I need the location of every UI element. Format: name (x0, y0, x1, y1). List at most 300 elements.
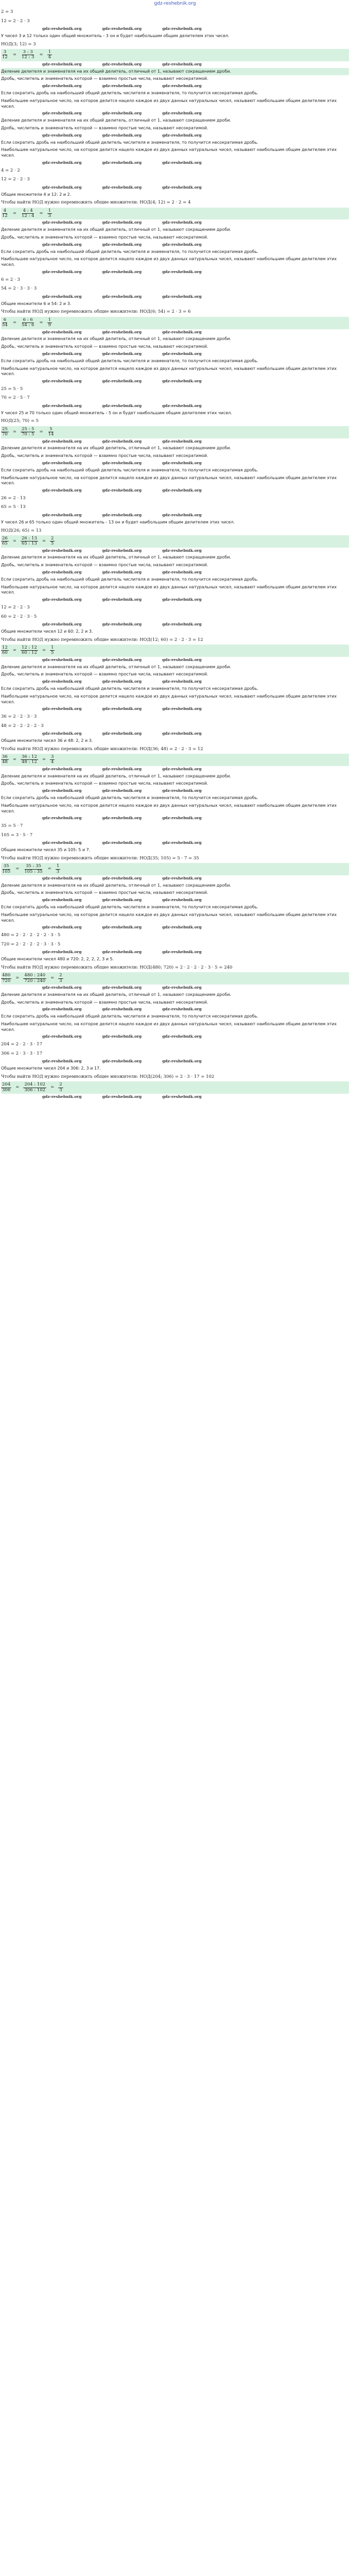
watermark-row (1, 569, 349, 576)
watermark: gdz-reshebnik.org (102, 61, 142, 66)
fraction-numerator: 480 (2, 973, 11, 978)
watermark: gdz-reshebnik.org (42, 294, 82, 299)
watermark: gdz-reshebnik.org (162, 1094, 202, 1099)
watermark: gdz-reshebnik.org (102, 706, 142, 711)
equals-sign: = (15, 1084, 20, 1090)
fraction (21, 536, 38, 547)
watermark-row (1, 1033, 349, 1040)
watermark: gdz-reshebnik.org (162, 706, 202, 711)
rule-text: Если сократить дробь на наибольший общий делитель числителя и знаменателя, то получится несократимая дробь. (1, 358, 258, 363)
common-factors-text: Общие множители чисел 480 и 720: 2, 2, 2, 2, 3 и 5. (1, 956, 114, 961)
watermark: gdz-reshebnik.org (42, 83, 82, 89)
watermark: gdz-reshebnik.org (162, 242, 202, 247)
watermark-row (1, 512, 349, 519)
watermark: gdz-reshebnik.org (162, 184, 202, 190)
fraction-numerator: 6 (3, 317, 7, 323)
fraction-numerator: 480 : 240 (24, 973, 46, 978)
watermark: gdz-reshebnik.org (162, 294, 202, 299)
factorization: 25 = 5 · 5 (1, 386, 23, 392)
gcd-result: Чтобы найти НОД нужно перемножить общие множители: НОД(6; 54) = 2 · 3 = 6 (1, 309, 191, 315)
rule-text: Если сократить дробь на наибольший общий делитель числителя и знаменателя, то получится несократимая дробь. (1, 91, 258, 96)
watermark: gdz-reshebnik.org (42, 985, 82, 990)
watermark: gdz-reshebnik.org (102, 132, 142, 138)
fraction (1, 755, 9, 765)
rule-text: Наибольшее натуральное число, на которое делится нацело каждое из двух данных натуральных чисел, называют наибольшим общим делителем этих чисел. (1, 147, 337, 158)
fraction-denominator: 720 : 240 (24, 978, 46, 984)
watermark: gdz-reshebnik.org (42, 731, 82, 736)
watermark: gdz-reshebnik.org (42, 351, 82, 356)
factorization: 35 = 5 · 7 (1, 823, 23, 829)
fraction (1, 536, 9, 547)
watermark: gdz-reshebnik.org (102, 985, 142, 990)
fraction-denominator: 14 (48, 432, 54, 437)
fraction-numerator: 1 (56, 863, 60, 869)
site-link[interactable]: gdz-reshebnik.org (154, 1, 196, 6)
watermark: gdz-reshebnik.org (102, 1059, 142, 1064)
fraction-denominator: 54 : 6 (21, 323, 34, 328)
watermark: gdz-reshebnik.org (162, 925, 202, 930)
rule-text: Если сократить дробь на наибольший общий делитель числителя и знаменателя, то получится несократимая дробь. (1, 905, 258, 910)
rule-text: Дробь, числитель и знаменатель которой — взаимно простые числа, называют несократимой. (1, 453, 208, 459)
fraction-denominator: 720 (2, 978, 11, 984)
watermark: gdz-reshebnik.org (162, 488, 202, 493)
fraction (50, 646, 55, 656)
equals-sign: = (12, 52, 16, 58)
watermark: gdz-reshebnik.org (102, 329, 142, 334)
rule-text: Дробь, числитель и знаменатель которой — взаимно простые числа, называют несократимой. (1, 890, 208, 895)
fraction (50, 755, 55, 765)
gcd-result: НОД(26; 65) = 13 (1, 528, 42, 533)
problem-block (1, 882, 349, 991)
rule-text: Если сократить дробь на наибольший общий делитель числителя и знаменателя, то получится несократимая дробь. (1, 577, 258, 582)
fraction-denominator: 4 (50, 759, 54, 765)
watermark: gdz-reshebnik.org (42, 766, 82, 771)
factorization: 12 = 2 · 2 · 3 (1, 18, 30, 24)
watermark: gdz-reshebnik.org (102, 548, 142, 553)
watermark: gdz-reshebnik.org (42, 875, 82, 880)
fraction-denominator: 5 (50, 650, 54, 656)
fraction-numerator: 12 (2, 645, 8, 651)
watermark: gdz-reshebnik.org (162, 111, 202, 116)
watermark-row (1, 110, 349, 117)
gcd-result: Чтобы найти НОД нужно перемножить общие множители: НОД(35; 105) = 5 · 7 = 35 (1, 855, 199, 861)
watermark: gdz-reshebnik.org (162, 766, 202, 771)
problem-block (1, 335, 349, 445)
watermark: gdz-reshebnik.org (42, 329, 82, 334)
watermark: gdz-reshebnik.org (102, 83, 142, 89)
fraction-numerator: 3 (3, 49, 7, 55)
rule-text: Деление делителя и знаменателя на их общий делитель, отличный от 1, называют сокращением дроби. (1, 555, 231, 560)
watermark-row (1, 840, 349, 846)
fraction (1, 50, 9, 60)
watermark: gdz-reshebnik.org (102, 925, 142, 930)
fraction-denominator: 48 : 12 (21, 759, 37, 765)
common-factors-text: Общие множители 6 и 54: 2 и 3. (1, 301, 72, 306)
common-factors-text: У чисел 3 и 12 только один общий множитель - 3 он и будет наибольшим общим делителем этих чисел. (1, 33, 230, 38)
watermark: gdz-reshebnik.org (102, 1034, 142, 1039)
watermark: gdz-reshebnik.org (102, 220, 142, 225)
watermark: gdz-reshebnik.org (102, 160, 142, 165)
fraction-numerator: 26 : 13 (21, 535, 37, 541)
rule-text: Дробь, числитель и знаменатель которой — взаимно простые числа, называют несократимой. (1, 235, 208, 240)
rule-text: Наибольшее натуральное число, на которое делится нацело каждое из двух данных натуральных чисел, называют наибольшим общим делителем этих чисел. (1, 475, 337, 486)
watermark-row (1, 657, 349, 664)
watermark: gdz-reshebnik.org (42, 269, 82, 275)
fraction (47, 318, 52, 328)
watermark: gdz-reshebnik.org (102, 512, 142, 517)
rule-text: Деление делителя и знаменателя на их общий делитель, отличный от 1, называют сокращением дроби. (1, 336, 231, 342)
fraction (58, 1082, 63, 1093)
fraction-numerator: 3 : 3 (23, 49, 33, 55)
fraction-denominator: 65 (2, 541, 8, 547)
gcd-result: Чтобы найти НОД нужно перемножить общие множители: НОД(4; 12) = 2 · 2 = 4 (1, 200, 191, 206)
fraction (1, 209, 9, 219)
watermark: gdz-reshebnik.org (42, 925, 82, 930)
rule-text: Наибольшее натуральное число, на которое делится нацело каждое из двух данных натуральных чисел, называют наибольшим общим делителем этих чисел. (1, 98, 337, 109)
watermark: gdz-reshebnik.org (42, 950, 82, 955)
gcd-result: НОД(25; 70) = 5 (1, 418, 39, 424)
equals-sign: = (12, 648, 16, 653)
fraction-reduction (1, 645, 349, 657)
fraction-denominator: 306 (2, 1087, 11, 1093)
watermark-row (1, 548, 349, 554)
watermark: gdz-reshebnik.org (162, 160, 202, 165)
fraction-numerator: 3 (50, 754, 54, 760)
watermark: gdz-reshebnik.org (42, 111, 82, 116)
rule-text: Наибольшее натуральное число, на которое делится нацело каждое из двух данных натуральных чисел, называют наибольшим общим делителем этих чисел. (1, 1021, 337, 1032)
fraction-denominator: 12 (2, 213, 8, 219)
watermark: gdz-reshebnik.org (42, 706, 82, 711)
watermark: gdz-reshebnik.org (102, 488, 142, 493)
watermark: gdz-reshebnik.org (162, 1007, 202, 1012)
factorization: 54 = 2 · 3 · 3 · 3 (1, 286, 37, 292)
problem-block (1, 773, 349, 882)
watermark: gdz-reshebnik.org (162, 351, 202, 356)
fraction-numerator: 25 : 5 (21, 426, 34, 432)
watermark: gdz-reshebnik.org (162, 329, 202, 334)
fraction (21, 755, 38, 765)
watermark: gdz-reshebnik.org (162, 679, 202, 684)
watermark: gdz-reshebnik.org (162, 132, 202, 138)
watermark-row (1, 351, 349, 358)
fraction-denominator: 54 (2, 323, 8, 328)
watermark-row (1, 788, 349, 794)
watermark-row (1, 184, 349, 191)
fraction-numerator: 2 (59, 973, 62, 978)
fraction-numerator: 204 : 102 (24, 1082, 46, 1088)
watermark: gdz-reshebnik.org (102, 1094, 142, 1099)
watermark-row (1, 61, 349, 68)
watermark-row (1, 1006, 349, 1013)
fraction-denominator: 9 (48, 323, 51, 328)
fraction-reduction (1, 1081, 349, 1094)
rule-text: Дробь, числитель и знаменатель которой — взаимно простые числа, называют несократимой. (1, 781, 208, 786)
equals-sign: = (12, 757, 16, 762)
rule-text: Если сократить дробь на наибольший общий делитель числителя и знаменателя, то получится несократимая дробь. (1, 1014, 258, 1019)
watermark: gdz-reshebnik.org (42, 379, 82, 384)
fraction (50, 536, 55, 547)
watermark: gdz-reshebnik.org (42, 1094, 82, 1099)
factorization: 60 = 2 · 2 · 3 · 5 (1, 614, 37, 619)
fraction (21, 318, 36, 328)
watermark: gdz-reshebnik.org (42, 403, 82, 408)
watermark-row (1, 679, 349, 685)
fraction-numerator: 35 : 35 (26, 863, 41, 869)
factorization: 2 = 3 (1, 9, 13, 15)
fraction-numerator: 26 (2, 535, 8, 541)
rule-text: Дробь, числитель и знаменатель которой — взаимно простые числа, называют несократимой. (1, 672, 208, 677)
rule-text: Деление делителя и знаменателя на их общий делитель, отличный от 1, называют сокращением дроби. (1, 446, 231, 451)
watermark: gdz-reshebnik.org (102, 840, 142, 845)
fraction (47, 50, 52, 60)
watermark: gdz-reshebnik.org (42, 679, 82, 684)
rule-text: Если сократить дробь на наибольший общий делитель числителя и знаменателя, то получится несократимая дробь. (1, 249, 258, 254)
watermark: gdz-reshebnik.org (42, 570, 82, 575)
watermark-row (1, 438, 349, 445)
watermark: gdz-reshebnik.org (102, 875, 142, 880)
equals-sign: = (39, 52, 43, 58)
watermark: gdz-reshebnik.org (102, 438, 142, 444)
fraction-numerator: 1 (48, 208, 51, 213)
watermark-row (1, 460, 349, 467)
fraction-denominator: 3 (59, 1087, 62, 1093)
rule-text: Деление делителя и знаменателя на их общий делитель, отличный от 1, называют сокращением дроби. (1, 118, 231, 123)
fraction-denominator: 105 : 35 (24, 869, 43, 874)
watermark: gdz-reshebnik.org (162, 460, 202, 465)
fraction-numerator: 25 (2, 426, 8, 432)
problem-block (1, 554, 349, 663)
solution-content (1, 8, 349, 1100)
watermark-row (1, 731, 349, 737)
watermark-row (1, 269, 349, 276)
fraction-denominator: 60 (2, 650, 8, 656)
fraction (1, 1082, 11, 1093)
watermark: gdz-reshebnik.org (42, 621, 82, 626)
equals-sign: = (12, 429, 16, 435)
watermark: gdz-reshebnik.org (102, 788, 142, 793)
equals-sign: = (42, 757, 46, 762)
watermark: gdz-reshebnik.org (42, 840, 82, 845)
rule-text: Деление делителя и знаменателя на их общий делитель, отличный от 1, называют сокращением дроби. (1, 883, 231, 888)
equals-sign: = (39, 210, 43, 216)
watermark: gdz-reshebnik.org (42, 184, 82, 190)
watermark: gdz-reshebnik.org (42, 897, 82, 903)
watermark: gdz-reshebnik.org (162, 657, 202, 662)
watermark-row (1, 132, 349, 139)
watermark: gdz-reshebnik.org (42, 242, 82, 247)
watermark: gdz-reshebnik.org (102, 1007, 142, 1012)
fraction-denominator: 60 : 12 (21, 650, 37, 656)
rule-text: Деление делителя и знаменателя на их общий делитель, отличный от 1, называют сокращением дроби. (1, 773, 231, 778)
fraction-reduction (1, 208, 349, 220)
watermark: gdz-reshebnik.org (102, 184, 142, 190)
rule-text: Дробь, числитель и знаменатель которой — взаимно простые числа, называют несократимой. (1, 76, 208, 81)
watermark: gdz-reshebnik.org (42, 488, 82, 493)
fraction-denominator: 105 (2, 869, 11, 874)
watermark-row (1, 294, 349, 300)
rule-text: Дробь, числитель и знаменатель которой — взаимно простые числа, называют несократимой. (1, 344, 208, 349)
problem-block (1, 8, 349, 117)
rule-text: Наибольшее натуральное число, на которое делится нацело каждое из двух данных натуральных чисел, называют наибольшим общим делителем этих чисел. (1, 584, 337, 595)
watermark: gdz-reshebnik.org (102, 242, 142, 247)
watermark-row (1, 329, 349, 336)
watermark: gdz-reshebnik.org (162, 840, 202, 845)
watermark-row (1, 242, 349, 248)
watermark: gdz-reshebnik.org (42, 160, 82, 165)
watermark-row (1, 403, 349, 410)
watermark-row (1, 26, 349, 32)
rule-text: Если сократить дробь на наибольший общий делитель числителя и знаменателя, то получится несократимая дробь. (1, 686, 258, 691)
problem-block (1, 991, 349, 1100)
fraction (23, 973, 46, 984)
watermark: gdz-reshebnik.org (162, 731, 202, 736)
fraction-denominator: 306 : 102 (24, 1087, 46, 1093)
watermark: gdz-reshebnik.org (102, 460, 142, 465)
fraction-numerator: 35 (3, 863, 9, 869)
equals-sign: = (42, 538, 46, 544)
fraction (1, 318, 9, 328)
equals-sign: = (12, 210, 16, 216)
watermark: gdz-reshebnik.org (162, 1059, 202, 1064)
equals-sign: = (15, 866, 20, 872)
watermark: gdz-reshebnik.org (102, 379, 142, 384)
rule-text: Дробь, числитель и знаменатель которой — взаимно простые числа, называют несократимой. (1, 999, 208, 1005)
equals-sign: = (50, 975, 55, 981)
watermark: gdz-reshebnik.org (42, 1007, 82, 1012)
fraction (1, 427, 9, 437)
rule-text: Если сократить дробь на наибольший общий делитель числителя и знаменателя, то получится несократимая дробь. (1, 467, 258, 472)
fraction-numerator: 1 (48, 317, 51, 323)
gcd-result: Чтобы найти НОД нужно перемножить общие множители: НОД(480; 720) = 2 · 2 · 2 · 2 · 3 · 5 = 240 (1, 964, 233, 970)
factorization: 6 = 2 · 3 (1, 277, 20, 282)
fraction-numerator: 2 (50, 535, 54, 541)
fraction (1, 646, 9, 656)
watermark: gdz-reshebnik.org (162, 548, 202, 553)
fraction-numerator: 1 (50, 645, 54, 651)
watermark: gdz-reshebnik.org (42, 788, 82, 793)
fraction (23, 864, 43, 874)
fraction-numerator: 2 (59, 1082, 62, 1088)
watermark: gdz-reshebnik.org (162, 83, 202, 89)
fraction-denominator: 70 : 5 (21, 432, 34, 437)
fraction-numerator: 12 : 12 (21, 645, 37, 651)
fraction (47, 427, 55, 437)
watermark-row (1, 1094, 349, 1100)
rule-text: Наибольшее натуральное число, на которое делится нацело каждое из двух данных натуральных чисел, называют наибольшим общим делителем этих чисел. (1, 912, 337, 923)
watermark: gdz-reshebnik.org (42, 657, 82, 662)
factorization: 12 = 2 · 2 · 3 (1, 605, 30, 611)
rule-text: Деление делителя и знаменателя на их общий делитель, отличный от 1, называют сокращением дроби. (1, 68, 349, 76)
fraction-denominator: 48 (2, 759, 8, 765)
fraction-reduction (1, 317, 349, 329)
watermark: gdz-reshebnik.org (42, 132, 82, 138)
watermark: gdz-reshebnik.org (162, 788, 202, 793)
watermark: gdz-reshebnik.org (162, 597, 202, 602)
rule-text: Деление делителя и знаменателя на их общий делитель, отличный от 1, называют сокращением дроби. (1, 992, 231, 997)
watermark: gdz-reshebnik.org (162, 26, 202, 31)
factorization: 720 = 2 · 2 · 2 · 2 · 3 · 3 · 5 (1, 941, 61, 947)
watermark: gdz-reshebnik.org (102, 657, 142, 662)
factorization: 70 = 2 · 5 · 7 (1, 395, 30, 401)
watermark: gdz-reshebnik.org (102, 269, 142, 275)
watermark-row (1, 487, 349, 494)
fraction-reduction (1, 972, 349, 985)
fraction-numerator: 6 : 6 (23, 317, 33, 323)
common-factors-text: Общие множители чисел 35 и 105: 5 и 7. (1, 847, 91, 852)
fraction (56, 864, 60, 874)
watermark: gdz-reshebnik.org (162, 61, 202, 66)
rule-text: Если сократить дробь на наибольший общий делитель числителя и знаменателя, то получится несократимая дробь. (1, 795, 258, 800)
fraction-reduction (1, 426, 349, 438)
equals-sign: = (47, 866, 51, 872)
watermark-row (1, 621, 349, 628)
rule-text: Дробь, числитель и знаменатель которой — взаимно простые числа, называют несократимой. (1, 563, 208, 568)
watermark: gdz-reshebnik.org (162, 816, 202, 821)
watermark-row (1, 378, 349, 385)
rule-text: Деление делителя и знаменателя на их общий делитель, отличный от 1, называют сокращением дроби. (1, 664, 231, 669)
watermark: gdz-reshebnik.org (162, 1034, 202, 1039)
fraction-numerator: 1 (48, 49, 51, 55)
fraction-reduction (1, 754, 349, 766)
equals-sign: = (42, 648, 46, 653)
watermark-row (1, 924, 349, 931)
common-factors-text: Общие множители 4 и 12: 2 и 2. (1, 192, 72, 197)
factorization: 4 = 2 · 2 (1, 167, 20, 173)
factorization: 204 = 2 · 2 · 3 · 17 (1, 1042, 43, 1047)
problem-block (1, 117, 349, 226)
common-factors-text: Общие множители чисел 204 и 306: 2, 3 и 17. (1, 1066, 101, 1071)
watermark-row (1, 897, 349, 904)
watermark: gdz-reshebnik.org (102, 816, 142, 821)
watermark: gdz-reshebnik.org (102, 950, 142, 955)
watermark: gdz-reshebnik.org (42, 438, 82, 444)
equals-sign: = (15, 975, 20, 981)
gcd-result: НОД(3; 12) = 3 (1, 41, 36, 47)
rule-text: Наибольшее натуральное число, на которое делится нацело каждое из двух данных натуральных чисел, называют наибольшим общим делителем этих чисел. (1, 803, 337, 814)
fraction-denominator: 3 (59, 978, 62, 984)
watermark: gdz-reshebnik.org (162, 570, 202, 575)
fraction-denominator: 4 (48, 55, 51, 60)
common-factors-text: Общие множители чисел 12 и 60: 2, 2 и 3. (1, 629, 93, 634)
fraction (21, 50, 36, 60)
watermark: gdz-reshebnik.org (162, 379, 202, 384)
gcd-result: Чтобы найти НОД нужно перемножить общие множители: НОД(204; 306) = 2 · 3 · 17 = 102 (1, 1074, 215, 1079)
watermark-row (1, 160, 349, 166)
fraction-denominator: 12 : 4 (21, 213, 34, 219)
watermark: gdz-reshebnik.org (102, 621, 142, 626)
watermark-row (1, 1058, 349, 1065)
watermark: gdz-reshebnik.org (42, 460, 82, 465)
page (0, 0, 350, 1100)
watermark: gdz-reshebnik.org (102, 403, 142, 408)
watermark: gdz-reshebnik.org (42, 1034, 82, 1039)
watermark: gdz-reshebnik.org (42, 220, 82, 225)
watermark: gdz-reshebnik.org (102, 351, 142, 356)
watermark-row (1, 83, 349, 90)
equals-sign: = (50, 1084, 55, 1090)
fraction-reduction (1, 863, 349, 875)
fraction-reduction (1, 535, 349, 548)
watermark: gdz-reshebnik.org (102, 679, 142, 684)
watermark: gdz-reshebnik.org (102, 597, 142, 602)
equals-sign: = (12, 319, 16, 325)
problem-block (1, 226, 349, 335)
watermark-row (1, 875, 349, 882)
fraction-denominator: 65 : 13 (21, 541, 37, 547)
watermark: gdz-reshebnik.org (102, 897, 142, 903)
common-factors-text: У чисел 25 и 70 только один общий множитель - 5 он и будет наибольшим общим делителем этих чисел. (1, 410, 232, 415)
factorization: 26 = 2 · 13 (1, 495, 26, 501)
